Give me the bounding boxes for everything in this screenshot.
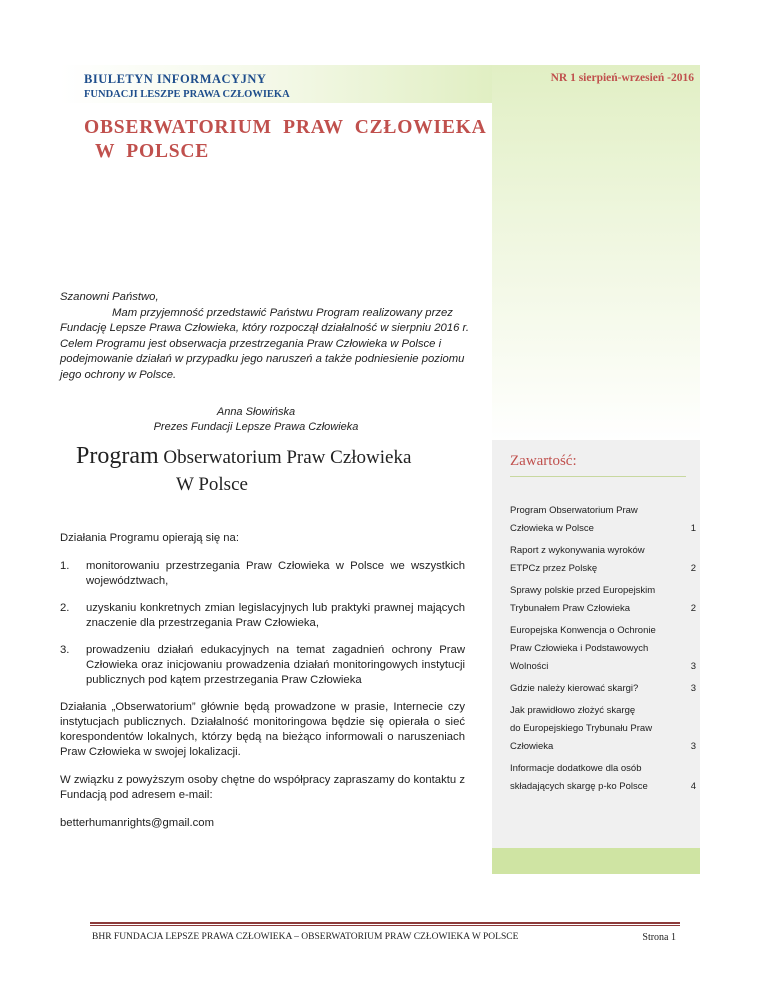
toc-title: Zawartość: [510, 453, 686, 477]
toc-page-number: 3 [690, 661, 696, 672]
letter-body: Fundację Lepsze Prawa Człowieka, który rozpoczął działalność w sierpniu 2016 r. Celem Programu jest obserwacja przestrzegania Praw Człowieka w Polsce i podejmowanie działań w przypadku jego naruszeń a także podniesienie poziomu jego ochrony w Polsce. [60, 322, 469, 381]
program-body [60, 531, 465, 831]
bulletin-title: BIULETYN INFORMACYJNY [84, 72, 267, 86]
toc-entry-text: Europejska Konwencja o Ochronie [510, 625, 656, 636]
footer-rule-thin [90, 925, 680, 926]
toc-line [510, 781, 696, 799]
page-number: Strona 1 [642, 932, 676, 943]
list-item-number: 2. [60, 602, 70, 614]
toc-line [510, 603, 696, 621]
footer-rule [90, 922, 680, 924]
toc-line [510, 705, 696, 723]
toc-entry-text: Gdzie należy kierować skargi? [510, 683, 639, 694]
toc-entry-text: Informacje dodatkowe dla osób [510, 763, 642, 774]
toc-entry-text: Jak prawidłowo złożyć skargę [510, 705, 636, 716]
program-title-rest: Obserwatorium Praw Człowieka [158, 447, 412, 468]
toc-line [510, 545, 696, 563]
table-of-contents [510, 505, 696, 799]
toc-page-number: 1 [690, 523, 696, 534]
toc-page-number: 2 [690, 603, 696, 614]
program-intro: Działania Programu opierają się na: [60, 532, 239, 544]
toc-line [510, 763, 696, 781]
toc-line [510, 625, 696, 643]
sidebar-gradient-panel [492, 65, 700, 443]
main-title: OBSERWATORIUM PRAW CZŁOWIEKA W POLSCE [84, 117, 487, 162]
issue-number: NR 1 sierpień-wrzesień -2016 [550, 72, 694, 84]
toc-entry-text: składających skargę p-ko Polsce [510, 781, 648, 792]
contact-email[interactable]: betterhumanrights@gmail.com [60, 817, 214, 829]
toc-line [510, 723, 696, 741]
welcome-letter [60, 290, 480, 383]
program-title-big: Program [76, 443, 159, 469]
program-contact-paragraph: W związku z powyższym osoby chętne do współpracy zapraszamy do kontaktu z Fundacją pod adresem e-mail: [60, 774, 465, 801]
bulletin-subtitle: FUNDACJI LESZPE PRAWA CZŁOWIEKA [84, 89, 290, 100]
toc-line [510, 661, 696, 679]
toc-entry-text: Raport z wykonywania wyroków [510, 545, 645, 556]
program-paragraph: Działania „Obserwatorium” głównie będą prowadzone w prasie, Internecie czy instytucjach publicznych. Działalność monitoringowa będzie się opierała o sieć korespondentów lokalnych, którzy będą na bieżąco informowali o naruszeniach Praw Człowieka w swojej lokalizacji. [60, 701, 465, 758]
signature [96, 405, 416, 435]
toc-page-number: 2 [690, 563, 696, 574]
letter-greeting: Szanowni Państwo, [60, 291, 159, 303]
toc-entry-text: Człowieka [510, 741, 554, 752]
list-item [60, 559, 465, 589]
letter-first-line: Mam przyjemność przedstawić Państwu Program realizowany przez [112, 306, 453, 319]
signature-name: Anna Słowińska [216, 406, 296, 418]
list-item-text: uzyskaniu konkretnych zmian legislacyjnych lub praktyki prawnej mających znaczenie dla przestrzegania Praw Człowieka, [86, 602, 465, 629]
toc-line [510, 643, 696, 661]
toc-page-number: 3 [690, 683, 696, 694]
list-item [60, 643, 465, 688]
list-item [60, 601, 465, 631]
program-title-line2: W Polsce [176, 474, 248, 495]
signature-role: Prezes Fundacji Lepsze Prawa Człowieka [153, 421, 359, 433]
toc-entry-text: Praw Człowieka i Podstawowych [510, 643, 649, 654]
toc-line [510, 523, 696, 541]
toc-entry-text: Sprawy polskie przed Europejskim [510, 585, 656, 596]
toc-line [510, 505, 696, 523]
list-item-text: monitorowaniu przestrzegania Praw Człowieka w Polsce we wszystkich województwach, [86, 560, 465, 587]
toc-page-number: 3 [690, 741, 696, 752]
toc-line [510, 585, 696, 603]
toc-entry-text: Człowieka w Polsce [510, 523, 594, 534]
toc-line [510, 741, 696, 759]
toc-bottom-band [492, 848, 700, 874]
toc-entry-text: do Europejskiego Trybunału Praw [510, 723, 653, 734]
toc-entry-text: Program Obserwatorium Praw [510, 505, 638, 516]
list-item-text: prowadzeniu działań edukacyjnych na temat zagadnień ochrony Praw Człowieka oraz inicjowaniu prowadzenia działań monitoringowych instytucji publicznych pod kątem przestrzegania Praw Człowieka [86, 644, 465, 686]
toc-entry-text: Wolności [510, 661, 549, 672]
program-title [76, 443, 476, 498]
toc-page-number: 4 [690, 781, 696, 792]
program-list [60, 559, 465, 688]
toc-entry-text: ETPCz przez Polskę [510, 563, 598, 574]
list-item-number: 1. [60, 560, 70, 572]
footer-text: BHR FUNDACJA LEPSZE PRAWA CZŁOWIEKA – OBSERWATORIUM PRAW CZŁOWIEKA W POLSCE [92, 932, 519, 942]
list-item-number: 3. [60, 644, 70, 656]
toc-entry-text: Trybunałem Praw Człowieka [510, 603, 631, 614]
toc-line [510, 683, 696, 701]
toc-line [510, 563, 696, 581]
